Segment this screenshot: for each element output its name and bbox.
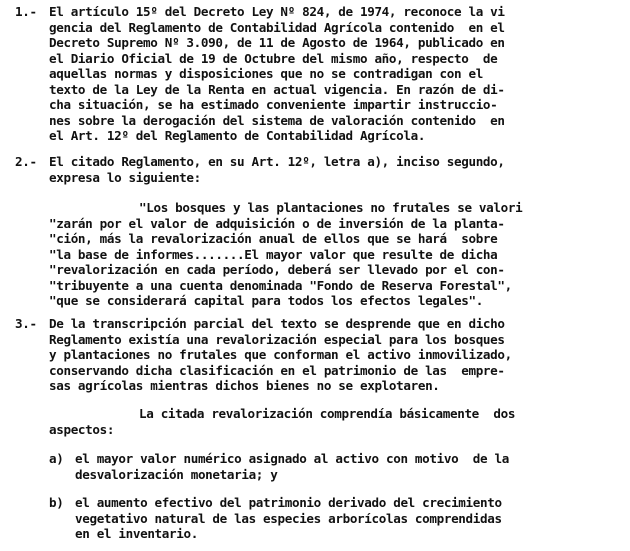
item-b-line: vegetativo natural de las especies arborícolas comprendidas [75,510,502,526]
section-1-line: texto de la Ley de la Renta en actual vigencia. En razón de di- [49,81,505,97]
section-1-line: cha situación, se ha estimado conveniente impartir instruccio- [49,97,498,112]
item-a-line: desvalorización monetaria; y [75,466,278,482]
quote-line: "ción, más la revalorización anual de ellos que se hará sobre [49,231,498,246]
section-1-line: El artículo 15º del Decreto Ley Nº 824, de 1974, reconoce la vi [49,4,505,19]
quote-line: "tribuyente a una cuenta denominada "Fondo de Reserva Forestal", [49,277,512,293]
section-3-line: Reglamento existía una revalorización especial para los bosques [49,331,505,347]
section-3-paragraph-line: La citada revalorización comprendía básicamente dos [139,406,516,421]
item-b-line: el aumento efectivo del patrimonio derivado del crecimiento [75,495,502,510]
item-b-label: b) [49,495,64,510]
section-3-line: sas agrícolas mientras dichos bienes no se explotaren. [49,378,440,393]
section-3-line: conservando dicha clasificación en el patrimonio de las empre- [49,362,505,378]
section-1-number: 1.- [15,4,37,19]
item-a-label: a) [49,451,64,466]
section-1-line: aquellas normas y disposiciones que no se contradigan con el [49,66,483,81]
section-3-number: 3.- [15,316,37,331]
section-3-line: De la transcripción parcial del texto se desprende que en dicho [49,316,505,331]
section-2-line: expresa lo siguiente: [49,169,201,185]
section-1-line: el Art. 12º del Reglamento de Contabilidad Agrícola. [49,128,426,143]
quote-line: "zarán por el valor de adquisición o de inversión de la planta- [49,215,505,231]
item-b-line: en el inventario. [75,526,198,541]
quote-line: "revalorización en cada período, deberá ser llevado por el con- [49,262,505,277]
section-1-line: Decreto Supremo Nº 3.090, de 11 de Agosto de 1964, publicado en [49,35,505,50]
section-1-line: el Diario Oficial de 19 de Octubre del mismo año, respecto de [49,50,498,66]
quote-line: "la base de informes.......El mayor valor que resulte de dicha [49,246,498,262]
quote-line: "que se considerará capital para todos los efectos legales". [49,293,483,308]
quote-line: "Los bosques y las plantaciones no frutales se valori [139,200,523,215]
section-1-line: gencia del Reglamento de Contabilidad Agrícola contenido en el [49,19,505,35]
section-3-paragraph-line: aspectos: [49,421,115,437]
section-2-number: 2.- [15,154,37,169]
section-3-line: y plantaciones no frutales que conforman el activo inmovilizado, [49,347,512,362]
item-a-line: el mayor valor numérico asignado al activo con motivo de la [75,451,509,466]
section-2-line: El citado Reglamento, en su Art. 12º, letra a), inciso segundo, [49,154,505,169]
section-1-line: nes sobre la derogación del sistema de valoración contenido en [49,112,505,128]
